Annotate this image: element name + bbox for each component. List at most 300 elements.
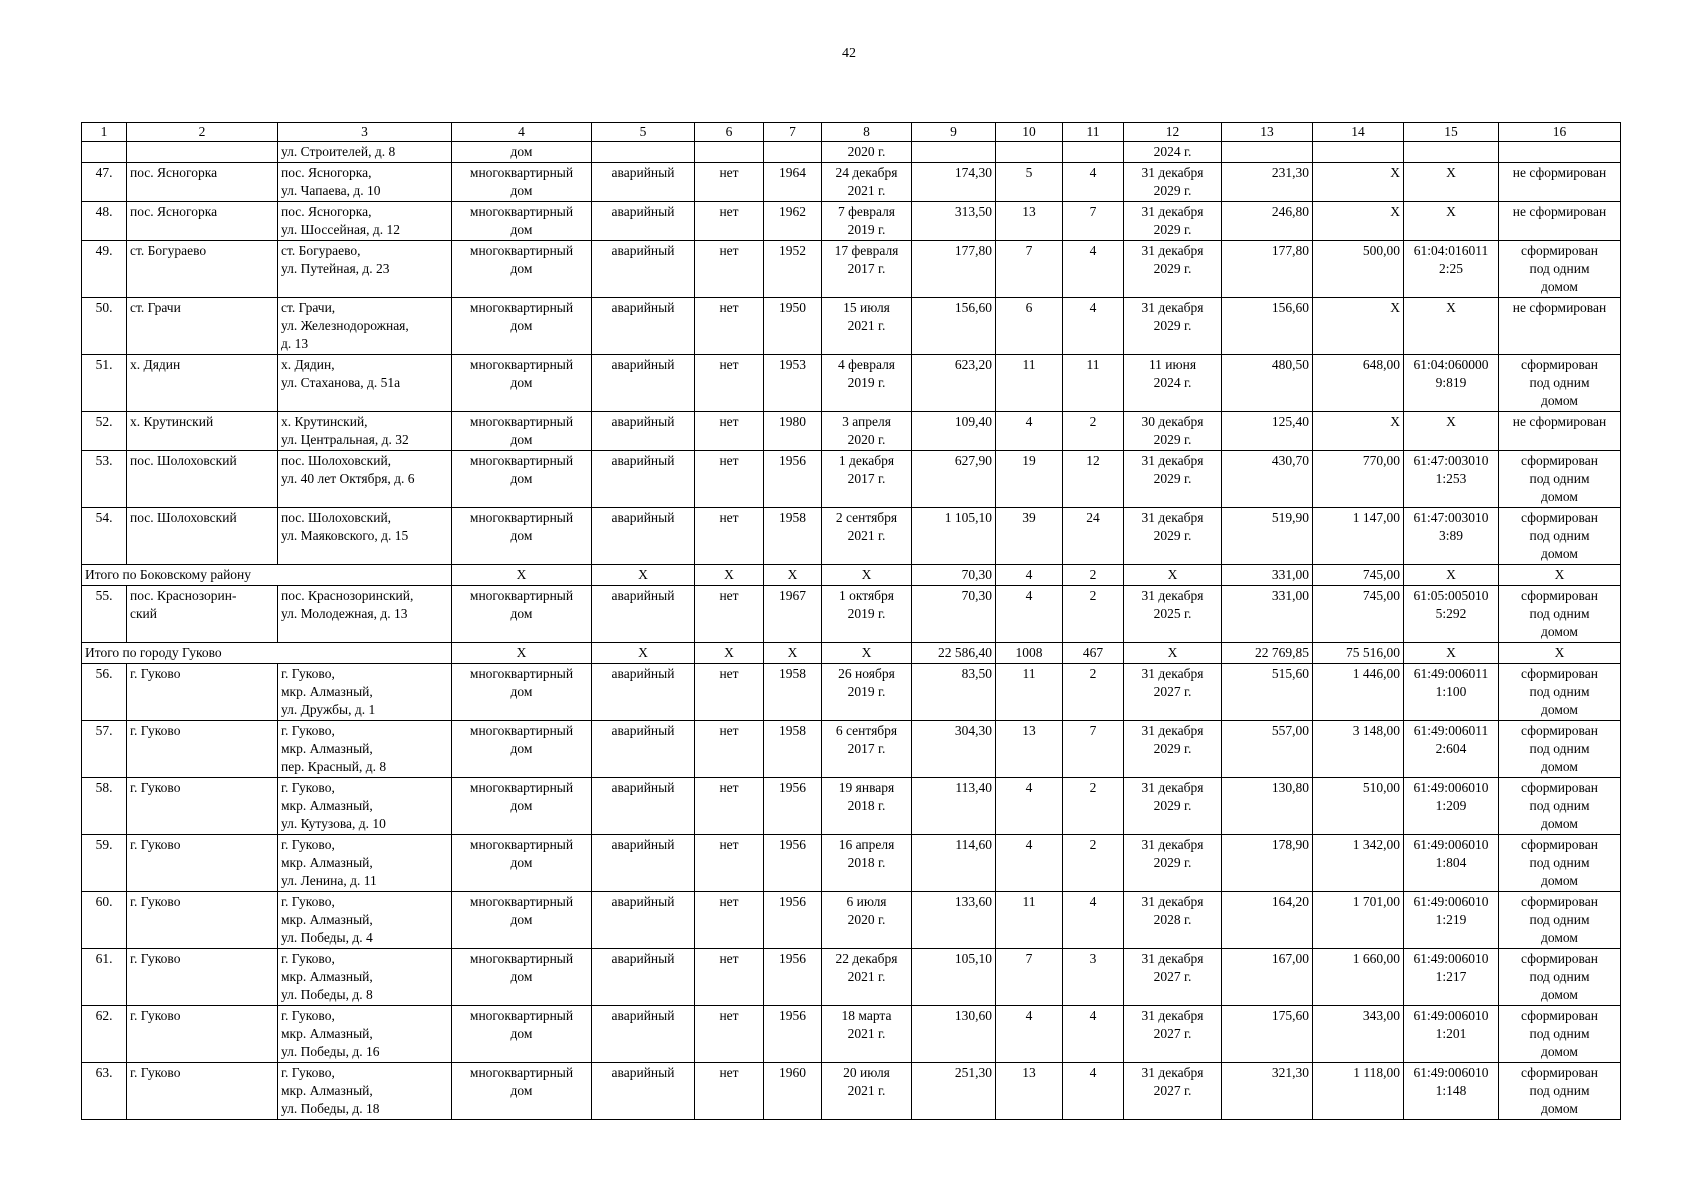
cadastral-number-cell: 61:47:003010 3:89 (1404, 508, 1499, 565)
land-plot-cell: не сформирован (1499, 202, 1621, 241)
flag-cell: X (695, 565, 764, 586)
year-cell: 1956 (764, 778, 822, 835)
value-14-cell: 648,00 (1313, 355, 1404, 412)
column-header-8: 8 (822, 123, 912, 142)
column-header-9: 9 (912, 123, 996, 142)
area-cell: 83,50 (912, 664, 996, 721)
cadastral-number-cell: X (1404, 412, 1499, 451)
area-cell: 70,30 (912, 586, 996, 643)
area-cell: 251,30 (912, 1063, 996, 1120)
value-13-cell: 515,60 (1222, 664, 1313, 721)
settlement-cell: пос. Ясногорка (127, 202, 278, 241)
settlement-cell: г. Гуково (127, 721, 278, 778)
land-plot-cell (1499, 142, 1621, 163)
type-cell: многоквартирный дом (452, 949, 592, 1006)
residents-cell (996, 142, 1063, 163)
type-cell: многоквартирный дом (452, 1006, 592, 1063)
status-cell: аварийный (592, 451, 695, 508)
residents-cell: 11 (996, 664, 1063, 721)
table-row (82, 508, 1621, 565)
rooms-cell: 7 (1063, 202, 1124, 241)
cadastral-number-cell: 61:04:060000 9:819 (1404, 355, 1499, 412)
cadastral-number-cell: 61:49:006011 1:100 (1404, 664, 1499, 721)
deadline-cell: 2024 г. (1124, 142, 1222, 163)
area-cell: 174,30 (912, 163, 996, 202)
settlement-cell: г. Гуково (127, 949, 278, 1006)
column-header-5: 5 (592, 123, 695, 142)
type-cell: многоквартирный дом (452, 1063, 592, 1120)
value-13-cell: 156,60 (1222, 298, 1313, 355)
row-number-cell: 60. (82, 892, 127, 949)
year-cell: 1956 (764, 949, 822, 1006)
value-14-cell: 1 701,00 (1313, 892, 1404, 949)
deadline-cell: 31 декабря 2027 г. (1124, 1006, 1222, 1063)
cadastral-number-cell: X (1404, 565, 1499, 586)
value-14-cell: X (1313, 202, 1404, 241)
flag-cell: нет (695, 163, 764, 202)
flag-cell: нет (695, 892, 764, 949)
table-body (82, 123, 1621, 1120)
address-cell: г. Гуково, мкр. Алмазный, ул. Кутузова, д. 10 (278, 778, 452, 835)
status-cell: аварийный (592, 778, 695, 835)
address-cell: г. Гуково, мкр. Алмазный, ул. Дружбы, д. 1 (278, 664, 452, 721)
settlement-cell: пос. Шолоховский (127, 508, 278, 565)
table-row (82, 664, 1621, 721)
year-cell: 1967 (764, 586, 822, 643)
value-14-cell: 1 446,00 (1313, 664, 1404, 721)
residents-cell: 1008 (996, 643, 1063, 664)
residents-cell: 11 (996, 355, 1063, 412)
cadastral-number-cell: 61:49:006010 1:219 (1404, 892, 1499, 949)
flag-cell: нет (695, 1006, 764, 1063)
type-cell: многоквартирный дом (452, 892, 592, 949)
row-number-cell: 55. (82, 586, 127, 643)
settlement-cell: г. Гуково (127, 1006, 278, 1063)
rooms-cell: 4 (1063, 298, 1124, 355)
cadastral-number-cell: 61:47:003010 1:253 (1404, 451, 1499, 508)
year-cell: 1960 (764, 1063, 822, 1120)
date-cell: 22 декабря 2021 г. (822, 949, 912, 1006)
table-row (82, 835, 1621, 892)
table-row (82, 412, 1621, 451)
column-header-16: 16 (1499, 123, 1621, 142)
value-14-cell: 770,00 (1313, 451, 1404, 508)
value-14-cell: 1 660,00 (1313, 949, 1404, 1006)
residents-cell: 4 (996, 586, 1063, 643)
status-cell (592, 142, 695, 163)
cadastral-number-cell: 61:49:006010 1:209 (1404, 778, 1499, 835)
row-number-cell: 50. (82, 298, 127, 355)
value-14-cell: 500,00 (1313, 241, 1404, 298)
rooms-cell: 467 (1063, 643, 1124, 664)
deadline-cell: X (1124, 565, 1222, 586)
total-label: Итого по Боковскому району (82, 565, 452, 586)
table-row (82, 241, 1621, 298)
date-cell: 18 марта 2021 г. (822, 1006, 912, 1063)
address-cell: г. Гуково, мкр. Алмазный, ул. Победы, д. 8 (278, 949, 452, 1006)
status-cell: аварийный (592, 508, 695, 565)
value-13-cell (1222, 142, 1313, 163)
flag-cell: нет (695, 949, 764, 1006)
area-cell: 177,80 (912, 241, 996, 298)
deadline-cell: 31 декабря 2027 г. (1124, 949, 1222, 1006)
value-13-cell: 430,70 (1222, 451, 1313, 508)
rooms-cell: 12 (1063, 451, 1124, 508)
table-header-row (82, 123, 1621, 142)
land-plot-cell: сформирован под одним домом (1499, 1063, 1621, 1120)
date-cell: 16 апреля 2018 г. (822, 835, 912, 892)
address-cell: х. Дядин, ул. Стаханова, д. 51а (278, 355, 452, 412)
area-cell: 156,60 (912, 298, 996, 355)
year-cell: X (764, 643, 822, 664)
column-header-15: 15 (1404, 123, 1499, 142)
row-number-cell: 59. (82, 835, 127, 892)
address-cell: пос. Ясногорка, ул. Шоссейная, д. 12 (278, 202, 452, 241)
type-cell: многоквартирный дом (452, 298, 592, 355)
status-cell: X (592, 643, 695, 664)
value-14-cell: 745,00 (1313, 565, 1404, 586)
table-row (82, 142, 1621, 163)
land-plot-cell: X (1499, 643, 1621, 664)
land-plot-cell: сформирован под одним домом (1499, 664, 1621, 721)
cadastral-number-cell: X (1404, 298, 1499, 355)
settlement-cell (127, 142, 278, 163)
area-cell: 133,60 (912, 892, 996, 949)
table-row (82, 892, 1621, 949)
row-number-cell: 49. (82, 241, 127, 298)
row-number-cell: 57. (82, 721, 127, 778)
table-row (82, 949, 1621, 1006)
value-13-cell: 331,00 (1222, 586, 1313, 643)
rooms-cell: 2 (1063, 778, 1124, 835)
date-cell: 24 декабря 2021 г. (822, 163, 912, 202)
rooms-cell: 2 (1063, 412, 1124, 451)
table-row (82, 298, 1621, 355)
deadline-cell: 31 декабря 2029 г. (1124, 202, 1222, 241)
deadline-cell: 11 июня 2024 г. (1124, 355, 1222, 412)
flag-cell: нет (695, 298, 764, 355)
rooms-cell: 7 (1063, 721, 1124, 778)
residents-cell: 4 (996, 835, 1063, 892)
column-header-4: 4 (452, 123, 592, 142)
value-13-cell: 177,80 (1222, 241, 1313, 298)
deadline-cell: 31 декабря 2029 г. (1124, 241, 1222, 298)
year-cell: 1958 (764, 721, 822, 778)
status-cell: аварийный (592, 586, 695, 643)
value-13-cell: 178,90 (1222, 835, 1313, 892)
value-13-cell: 480,50 (1222, 355, 1313, 412)
type-cell: многоквартирный дом (452, 241, 592, 298)
value-13-cell: 519,90 (1222, 508, 1313, 565)
residents-cell: 13 (996, 721, 1063, 778)
flag-cell: нет (695, 835, 764, 892)
area-cell: 304,30 (912, 721, 996, 778)
rooms-cell: 4 (1063, 163, 1124, 202)
year-cell: 1953 (764, 355, 822, 412)
area-cell: 1 105,10 (912, 508, 996, 565)
total-row (82, 565, 1621, 586)
address-cell: пос. Шолоховский, ул. 40 лет Октября, д. 6 (278, 451, 452, 508)
settlement-cell: г. Гуково (127, 835, 278, 892)
cadastral-number-cell: 61:49:006011 2:604 (1404, 721, 1499, 778)
area-cell: 130,60 (912, 1006, 996, 1063)
column-header-7: 7 (764, 123, 822, 142)
area-cell: 70,30 (912, 565, 996, 586)
year-cell: 1980 (764, 412, 822, 451)
status-cell: аварийный (592, 892, 695, 949)
land-plot-cell: сформирован под одним домом (1499, 835, 1621, 892)
row-number-cell: 51. (82, 355, 127, 412)
deadline-cell: 31 декабря 2025 г. (1124, 586, 1222, 643)
value-14-cell: 3 148,00 (1313, 721, 1404, 778)
column-header-2: 2 (127, 123, 278, 142)
rooms-cell: 2 (1063, 586, 1124, 643)
settlement-cell: г. Гуково (127, 1063, 278, 1120)
land-plot-cell: сформирован под одним домом (1499, 892, 1621, 949)
settlement-cell: ст. Богураево (127, 241, 278, 298)
status-cell: аварийный (592, 949, 695, 1006)
residents-cell: 11 (996, 892, 1063, 949)
row-number-cell (82, 142, 127, 163)
rooms-cell: 24 (1063, 508, 1124, 565)
table-row (82, 721, 1621, 778)
date-cell: X (822, 565, 912, 586)
deadline-cell: 31 декабря 2027 г. (1124, 664, 1222, 721)
value-14-cell: X (1313, 412, 1404, 451)
settlement-cell: пос. Шолоховский (127, 451, 278, 508)
table-row (82, 355, 1621, 412)
deadline-cell: 31 декабря 2027 г. (1124, 1063, 1222, 1120)
status-cell: аварийный (592, 202, 695, 241)
area-cell: 114,60 (912, 835, 996, 892)
flag-cell: нет (695, 664, 764, 721)
row-number-cell: 56. (82, 664, 127, 721)
address-cell: пос. Шолоховский, ул. Маяковского, д. 15 (278, 508, 452, 565)
value-13-cell: 557,00 (1222, 721, 1313, 778)
flag-cell: нет (695, 778, 764, 835)
year-cell: 1956 (764, 892, 822, 949)
address-cell: ст. Грачи, ул. Железнодорожная, д. 13 (278, 298, 452, 355)
flag-cell: нет (695, 1063, 764, 1120)
address-cell: г. Гуково, мкр. Алмазный, ул. Победы, д. 4 (278, 892, 452, 949)
row-number-cell: 47. (82, 163, 127, 202)
deadline-cell: 31 декабря 2028 г. (1124, 892, 1222, 949)
rooms-cell: 4 (1063, 1063, 1124, 1120)
status-cell: аварийный (592, 241, 695, 298)
year-cell: 1956 (764, 835, 822, 892)
flag-cell (695, 142, 764, 163)
value-14-cell: 343,00 (1313, 1006, 1404, 1063)
land-plot-cell: сформирован под одним домом (1499, 778, 1621, 835)
value-13-cell: 130,80 (1222, 778, 1313, 835)
flag-cell: нет (695, 451, 764, 508)
year-cell: 1958 (764, 664, 822, 721)
status-cell: аварийный (592, 1063, 695, 1120)
status-cell: аварийный (592, 298, 695, 355)
area-cell: 105,10 (912, 949, 996, 1006)
column-header-14: 14 (1313, 123, 1404, 142)
date-cell: 15 июля 2021 г. (822, 298, 912, 355)
flag-cell: нет (695, 508, 764, 565)
address-cell: пос. Ясногорка, ул. Чапаева, д. 10 (278, 163, 452, 202)
area-cell (912, 142, 996, 163)
cadastral-number-cell: X (1404, 163, 1499, 202)
residents-cell: 4 (996, 1006, 1063, 1063)
residents-cell: 19 (996, 451, 1063, 508)
type-cell: многоквартирный дом (452, 778, 592, 835)
residents-cell: 5 (996, 163, 1063, 202)
status-cell: аварийный (592, 412, 695, 451)
area-cell: 109,40 (912, 412, 996, 451)
housing-registry-table (81, 122, 1621, 1120)
flag-cell: нет (695, 241, 764, 298)
deadline-cell: 31 декабря 2029 г. (1124, 721, 1222, 778)
date-cell: 6 сентября 2017 г. (822, 721, 912, 778)
rooms-cell: 2 (1063, 664, 1124, 721)
value-13-cell: 175,60 (1222, 1006, 1313, 1063)
deadline-cell: 31 декабря 2029 г. (1124, 298, 1222, 355)
date-cell: 3 апреля 2020 г. (822, 412, 912, 451)
address-cell: г. Гуково, мкр. Алмазный, ул. Ленина, д. 11 (278, 835, 452, 892)
address-cell: пос. Краснозоринский, ул. Молодежная, д. 13 (278, 586, 452, 643)
date-cell: 4 февраля 2019 г. (822, 355, 912, 412)
land-plot-cell: сформирован под одним домом (1499, 586, 1621, 643)
value-13-cell: 246,80 (1222, 202, 1313, 241)
land-plot-cell: сформирован под одним домом (1499, 241, 1621, 298)
value-14-cell: 1 147,00 (1313, 508, 1404, 565)
type-cell: многоквартирный дом (452, 664, 592, 721)
column-header-12: 12 (1124, 123, 1222, 142)
value-14-cell: 1 118,00 (1313, 1063, 1404, 1120)
residents-cell: 4 (996, 412, 1063, 451)
rooms-cell: 4 (1063, 1006, 1124, 1063)
land-plot-cell: сформирован под одним домом (1499, 721, 1621, 778)
settlement-cell: пос. Ясногорка (127, 163, 278, 202)
residents-cell: 4 (996, 565, 1063, 586)
type-cell: дом (452, 142, 592, 163)
value-13-cell: 164,20 (1222, 892, 1313, 949)
year-cell: 1952 (764, 241, 822, 298)
deadline-cell: 31 декабря 2029 г. (1124, 835, 1222, 892)
residents-cell: 13 (996, 202, 1063, 241)
value-14-cell: 75 516,00 (1313, 643, 1404, 664)
date-cell: 1 октября 2019 г. (822, 586, 912, 643)
table-row (82, 1006, 1621, 1063)
deadline-cell: 31 декабря 2029 г. (1124, 508, 1222, 565)
row-number-cell: 48. (82, 202, 127, 241)
type-cell: многоквартирный дом (452, 586, 592, 643)
cadastral-number-cell (1404, 142, 1499, 163)
rooms-cell: 4 (1063, 892, 1124, 949)
table-row (82, 586, 1621, 643)
land-plot-cell: не сформирован (1499, 163, 1621, 202)
type-cell: многоквартирный дом (452, 355, 592, 412)
deadline-cell: X (1124, 643, 1222, 664)
flag-cell: нет (695, 202, 764, 241)
value-13-cell: 167,00 (1222, 949, 1313, 1006)
residents-cell: 4 (996, 778, 1063, 835)
land-plot-cell: сформирован под одним домом (1499, 508, 1621, 565)
column-header-10: 10 (996, 123, 1063, 142)
cadastral-number-cell: 61:49:006010 1:148 (1404, 1063, 1499, 1120)
flag-cell: нет (695, 355, 764, 412)
value-14-cell: 745,00 (1313, 586, 1404, 643)
land-plot-cell: сформирован под одним домом (1499, 1006, 1621, 1063)
cadastral-number-cell: X (1404, 202, 1499, 241)
year-cell: X (764, 565, 822, 586)
address-cell: г. Гуково, мкр. Алмазный, ул. Победы, д. 18 (278, 1063, 452, 1120)
status-cell: X (592, 565, 695, 586)
year-cell: 1956 (764, 1006, 822, 1063)
land-plot-cell: X (1499, 565, 1621, 586)
flag-cell: X (695, 643, 764, 664)
type-cell: многоквартирный дом (452, 163, 592, 202)
rooms-cell: 4 (1063, 241, 1124, 298)
column-header-11: 11 (1063, 123, 1124, 142)
value-13-cell: 22 769,85 (1222, 643, 1313, 664)
date-cell: 7 февраля 2019 г. (822, 202, 912, 241)
type-cell: многоквартирный дом (452, 202, 592, 241)
area-cell: 313,50 (912, 202, 996, 241)
cadastral-number-cell: 61:04:016011 2:25 (1404, 241, 1499, 298)
year-cell: 1950 (764, 298, 822, 355)
deadline-cell: 31 декабря 2029 г. (1124, 778, 1222, 835)
column-header-3: 3 (278, 123, 452, 142)
flag-cell: нет (695, 721, 764, 778)
year-cell (764, 142, 822, 163)
date-cell: 2020 г. (822, 142, 912, 163)
row-number-cell: 61. (82, 949, 127, 1006)
settlement-cell: ст. Грачи (127, 298, 278, 355)
residents-cell: 7 (996, 241, 1063, 298)
residents-cell: 7 (996, 949, 1063, 1006)
address-cell: ст. Богураево, ул. Путейная, д. 23 (278, 241, 452, 298)
residents-cell: 6 (996, 298, 1063, 355)
year-cell: 1964 (764, 163, 822, 202)
status-cell: аварийный (592, 1006, 695, 1063)
date-cell: 20 июля 2021 г. (822, 1063, 912, 1120)
settlement-cell: г. Гуково (127, 892, 278, 949)
total-row (82, 643, 1621, 664)
type-cell: многоквартирный дом (452, 835, 592, 892)
column-header-6: 6 (695, 123, 764, 142)
column-header-1: 1 (82, 123, 127, 142)
deadline-cell: 31 декабря 2029 г. (1124, 451, 1222, 508)
table-row (82, 1063, 1621, 1120)
status-cell: аварийный (592, 163, 695, 202)
date-cell: 17 февраля 2017 г. (822, 241, 912, 298)
row-number-cell: 54. (82, 508, 127, 565)
address-cell: ул. Строителей, д. 8 (278, 142, 452, 163)
cadastral-number-cell: 61:49:006010 1:201 (1404, 1006, 1499, 1063)
residents-cell: 39 (996, 508, 1063, 565)
type-cell: многоквартирный дом (452, 721, 592, 778)
rooms-cell: 11 (1063, 355, 1124, 412)
land-plot-cell: не сформирован (1499, 298, 1621, 355)
area-cell: 623,20 (912, 355, 996, 412)
type-cell: многоквартирный дом (452, 451, 592, 508)
area-cell: 113,40 (912, 778, 996, 835)
date-cell: 26 ноября 2019 г. (822, 664, 912, 721)
address-cell: г. Гуково, мкр. Алмазный, пер. Красный, д. 8 (278, 721, 452, 778)
land-plot-cell: сформирован под одним домом (1499, 451, 1621, 508)
cadastral-number-cell: 61:49:006010 1:217 (1404, 949, 1499, 1006)
row-number-cell: 52. (82, 412, 127, 451)
type-cell: многоквартирный дом (452, 412, 592, 451)
year-cell: 1956 (764, 451, 822, 508)
row-number-cell: 53. (82, 451, 127, 508)
date-cell: 2 сентября 2021 г. (822, 508, 912, 565)
